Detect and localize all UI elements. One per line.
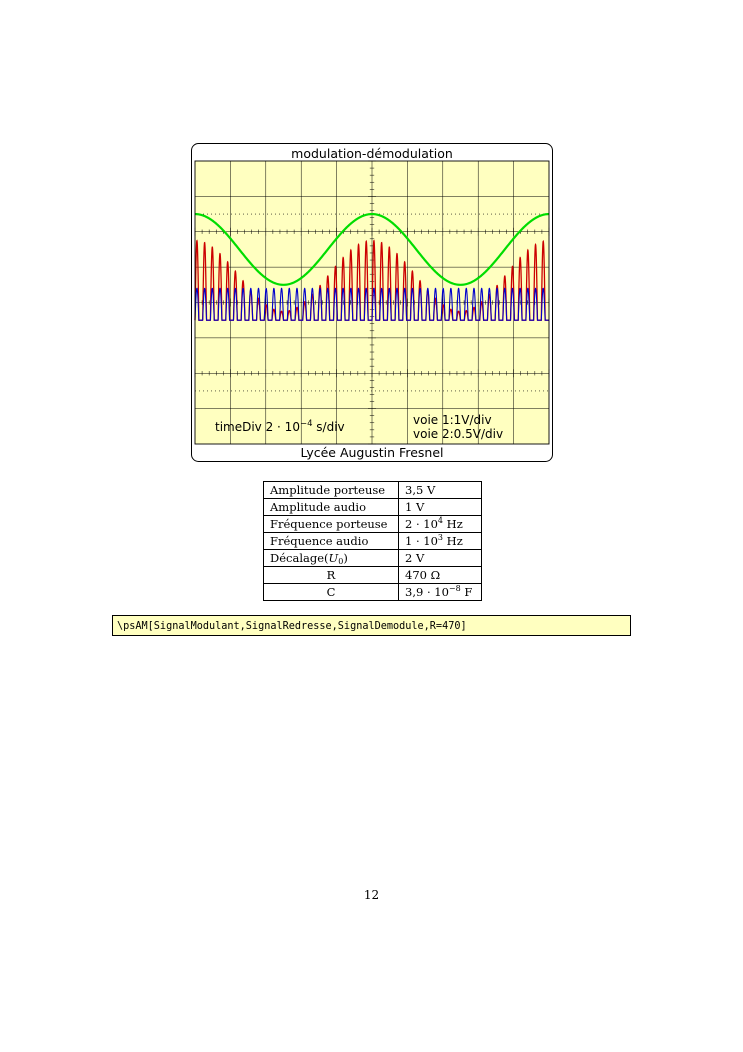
- table-row: [264, 516, 482, 533]
- channel2-label: voie 2:0.5V/div: [413, 427, 504, 441]
- table-row: [264, 550, 482, 567]
- oscilloscope-figure: [191, 143, 553, 462]
- figure-title: modulation-démodulation: [291, 146, 453, 161]
- param-name: Fréquence porteuse: [264, 516, 399, 533]
- param-name: C: [264, 584, 399, 601]
- table-row: [264, 499, 482, 516]
- param-value: 1 V: [399, 499, 482, 516]
- parameters-table: [263, 481, 482, 601]
- figure-footer: Lycée Augustin Fresnel: [300, 445, 444, 460]
- table-row: [264, 533, 482, 550]
- table-row: [264, 482, 482, 499]
- param-name: Fréquence audio: [264, 533, 399, 550]
- code-snippet: \psAM[SignalModulant,SignalRedresse,SignalDemodule,R=470]: [112, 615, 631, 636]
- param-value: $1 \cdot 10^3$ Hz: [399, 533, 482, 550]
- param-value: 2 V: [399, 550, 482, 567]
- param-value: 3,5 V: [399, 482, 482, 499]
- page-number: 12: [363, 888, 380, 902]
- param-value: 470 Ω: [399, 567, 482, 584]
- param-name: $Décalage(U_0)$: [264, 550, 399, 567]
- param-name: Amplitude audio: [264, 499, 399, 516]
- oscilloscope-svg: [191, 143, 553, 462]
- channel1-label: voie 1:1V/div: [413, 413, 492, 427]
- param-value: $3,9 \cdot 10^{-8}$ F: [399, 584, 482, 601]
- param-name: R: [264, 567, 399, 584]
- time-div-label: timeDiv $2 \cdot 10^{-4}$ s/div: [215, 419, 345, 434]
- table-row: [264, 567, 482, 584]
- table-row: [264, 584, 482, 601]
- param-value: $2 \cdot 10^4$ Hz: [399, 516, 482, 533]
- param-name: Amplitude porteuse: [264, 482, 399, 499]
